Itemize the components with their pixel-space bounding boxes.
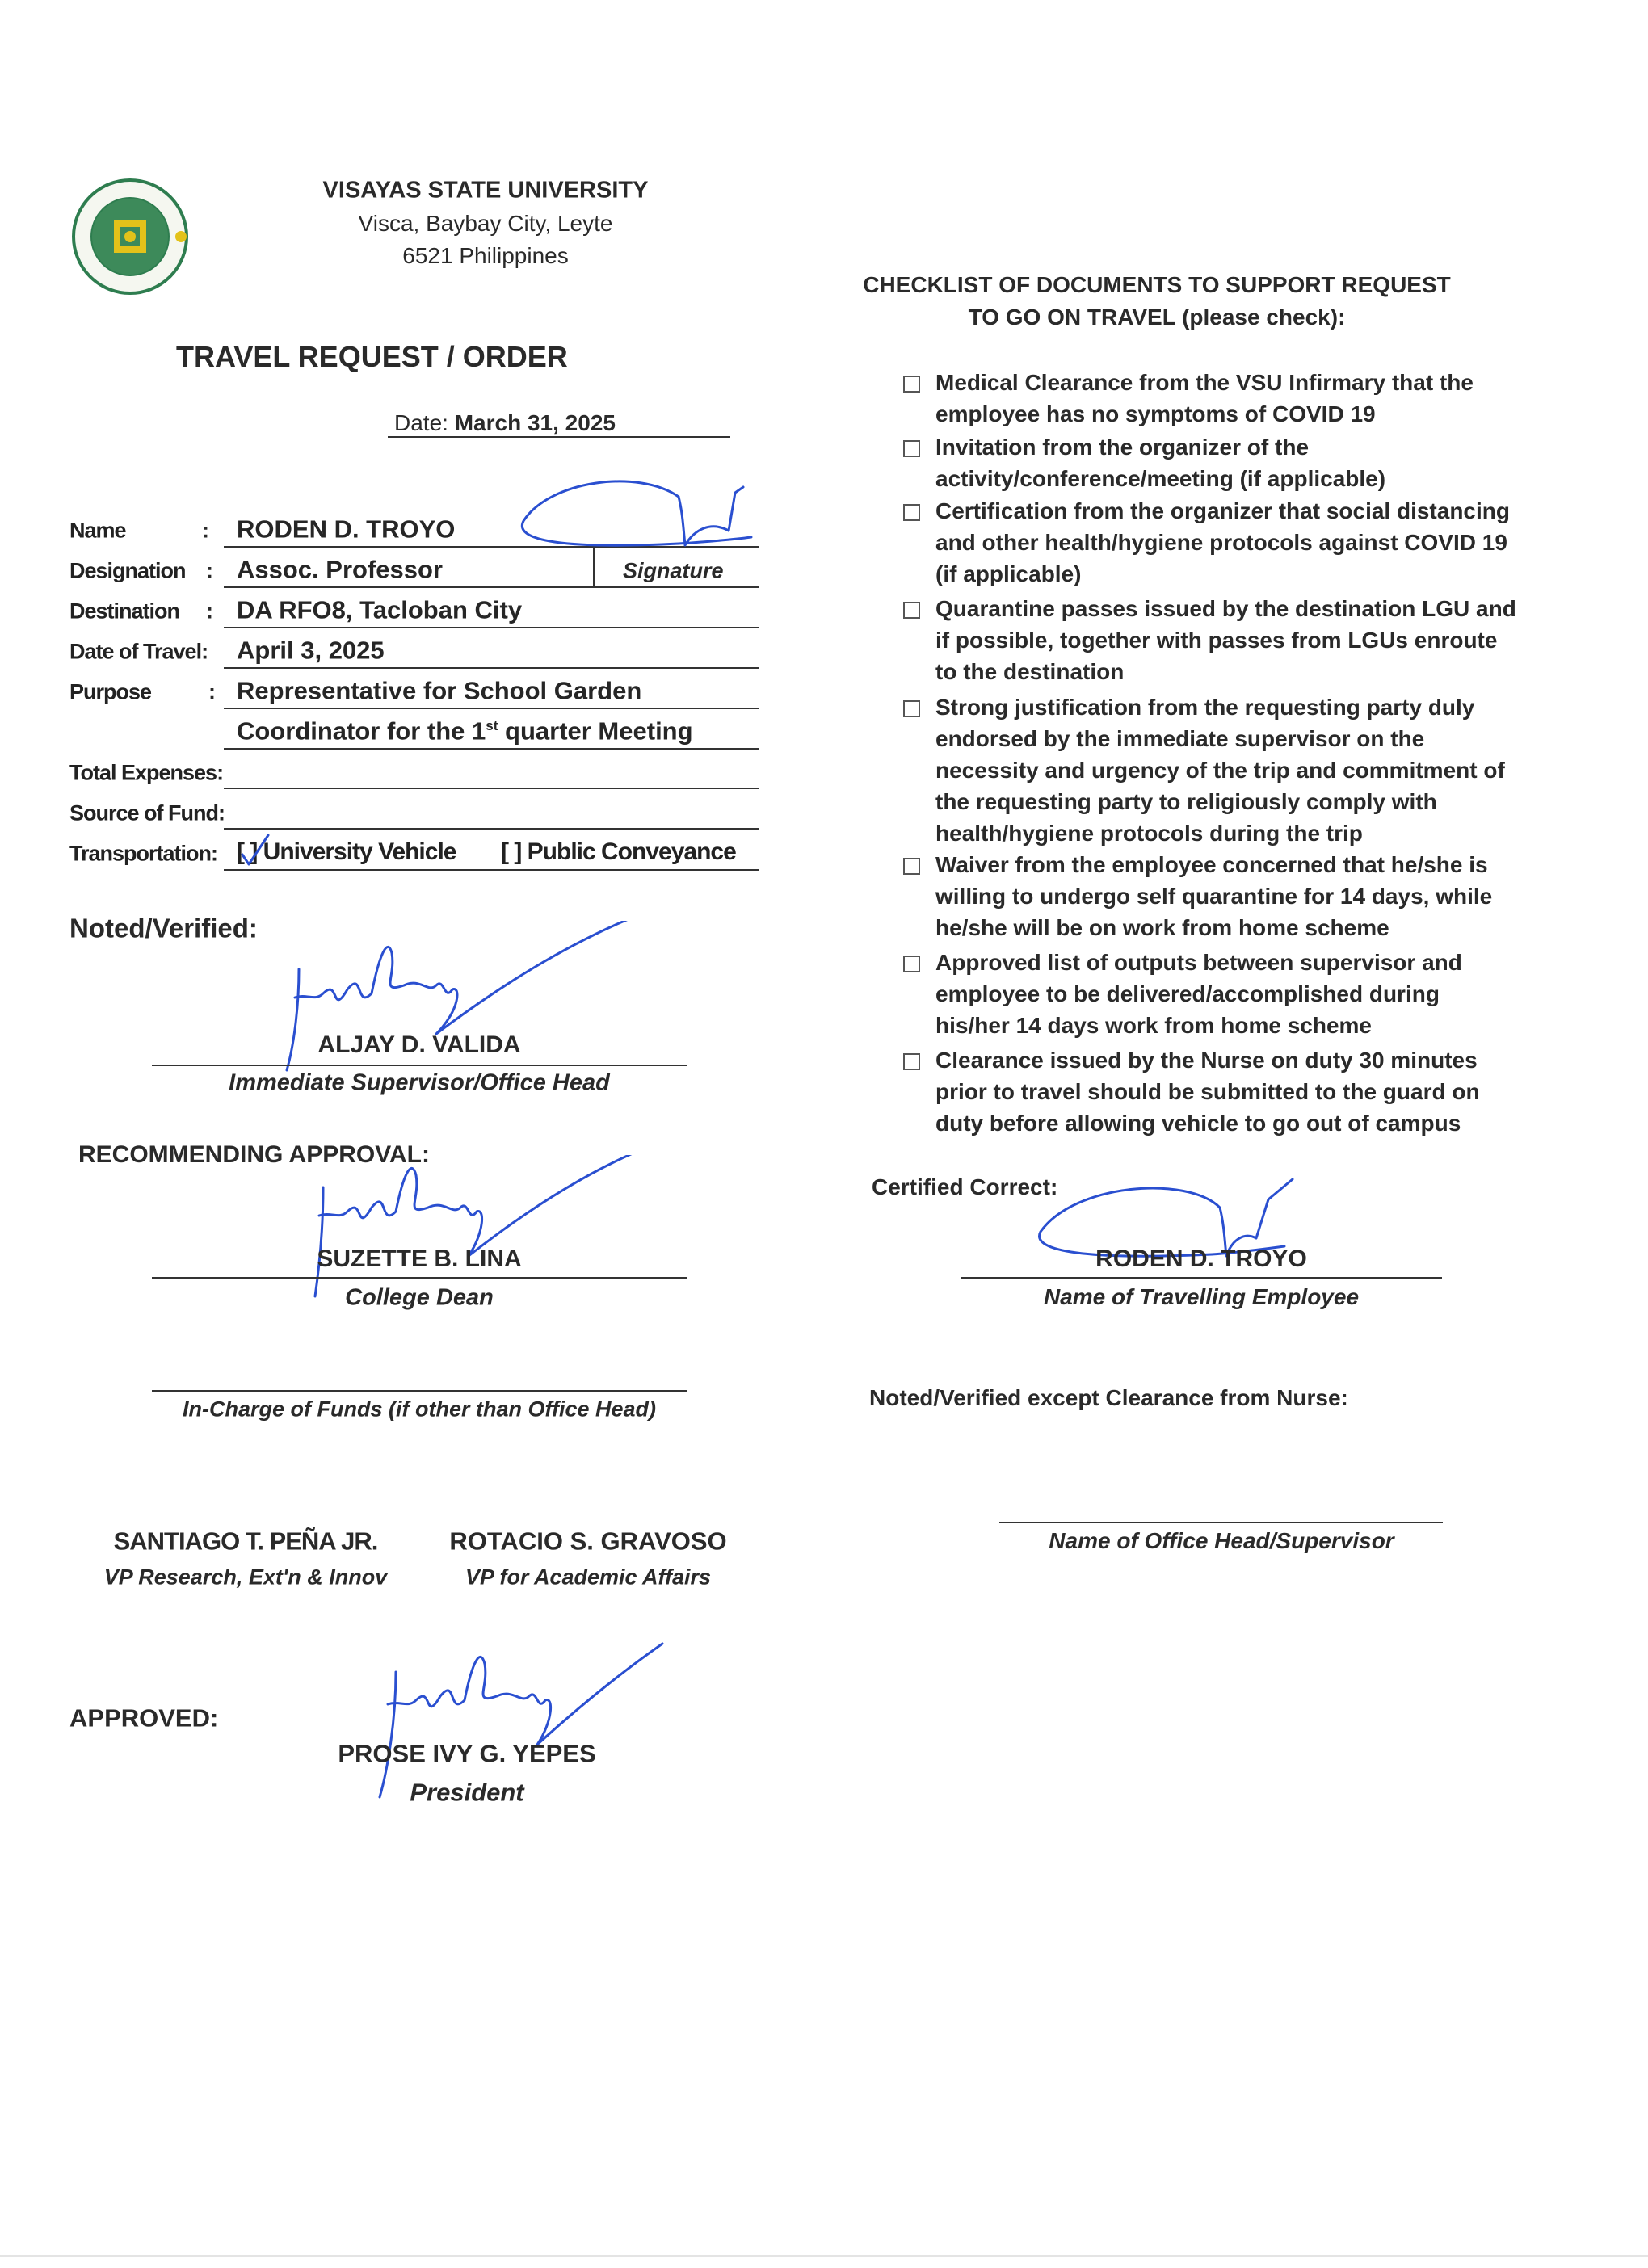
scan-edge [0, 2255, 1648, 2257]
approved-label: APPROVED: [69, 1703, 219, 1732]
name-underline [224, 546, 759, 548]
requester-signature [517, 472, 759, 561]
date-of-travel-underline [224, 667, 759, 669]
in-charge-title: In-Charge of Funds (if other than Office Head) [182, 1396, 657, 1422]
purpose-underline-2 [224, 748, 759, 750]
checklist-item-4: Quarantine passes issued by the destination LGU and if possible, together with passes from LGUs enroute to the destination [935, 596, 1516, 684]
checklist-checkbox-5[interactable] [903, 700, 920, 717]
date-value: March 31, 2025 [454, 410, 616, 435]
travelling-employee-name: RODEN D. TROYO [1095, 1245, 1307, 1272]
travelling-employee-title: Name of Travelling Employee [1043, 1284, 1360, 1309]
date-underline [388, 436, 730, 438]
designation-value: Assoc. Professor [237, 555, 443, 584]
total-expenses-field[interactable] [224, 788, 759, 789]
certified-correct-label: Certified Correct: [872, 1174, 1058, 1199]
date-of-travel-label: Date of Travel: [69, 639, 208, 664]
designation-label: Designation [69, 558, 186, 583]
destination-label: Destination [69, 598, 180, 624]
in-charge-signature-line[interactable] [152, 1390, 687, 1392]
checklist-checkbox-3[interactable] [903, 504, 920, 521]
public-conveyance-option[interactable] [501, 840, 736, 864]
destination-value: DA RFO8, Tacloban City [237, 595, 523, 624]
university-vehicle-label: University Vehicle [263, 838, 456, 865]
noted-verified-label: Noted/Verified: [69, 913, 258, 943]
purpose-line1: Representative for School Garden [237, 676, 642, 705]
university-vehicle-option[interactable] [237, 840, 456, 864]
checklist-checkbox-6[interactable] [903, 858, 920, 875]
purpose-line2-text: Coordinator for the 1 [237, 716, 486, 746]
university-vehicle-checkbox[interactable]: [ ] [237, 838, 258, 865]
supervisor-signature-line [152, 1065, 687, 1066]
source-of-fund-label: Source of Fund: [69, 800, 225, 825]
date-field [394, 412, 616, 435]
checklist-checkbox-2[interactable] [903, 440, 920, 457]
office-head-title: Name of Office Head/Supervisor [1049, 1528, 1394, 1553]
checklist-item-7: Approved list of outputs between supervisor and employee to be delivered/accomplished during his/her 14 days work from home scheme [935, 950, 1462, 1038]
name-label: Name [69, 518, 126, 543]
dean-name: SUZETTE B. LINA [317, 1245, 522, 1272]
vp-academic-title: VP for Academic Affairs [465, 1564, 712, 1590]
name-value: RODEN D. TROYO [237, 514, 456, 544]
vp-research-name: SANTIAGO T. PEÑA JR. [113, 1527, 378, 1556]
designation-colon: : [206, 558, 213, 583]
checklist-item-8: Clearance issued by the Nurse on duty 30 minutes prior to travel should be submitted to the guard on duty before allowing vehicle to go out of campus [935, 1048, 1480, 1136]
dean-signature-line [152, 1277, 687, 1279]
signature-label: Signature [623, 558, 724, 583]
purpose-ordinal-suffix: st [486, 718, 498, 734]
president-title: President [410, 1778, 524, 1807]
vp-research-title: VP Research, Ext'n & Innov [103, 1564, 388, 1590]
destination-underline [224, 627, 759, 628]
supervisor-name: ALJAY D. VALIDA [317, 1031, 521, 1058]
university-address-line1: Visca, Baybay City, Leyte [358, 211, 613, 236]
purpose-line2-rest: quarter Meeting [498, 716, 693, 746]
public-conveyance-checkbox[interactable]: [ ] [501, 838, 522, 865]
supervisor-title: Immediate Supervisor/Office Head [229, 1069, 610, 1096]
checklist-checkbox-1[interactable] [903, 376, 920, 393]
date-label: Date: [394, 410, 448, 435]
checklist-heading-line2: TO GO ON TRAVEL (please check): [968, 304, 1346, 330]
checklist-item-6: Waiver from the employee concerned that he/she is willing to undergo self quarantine for 14 days, while he/she will be on work from home scheme [935, 852, 1493, 940]
checklist-checkbox-7[interactable] [903, 956, 920, 972]
university-seal-logo [69, 176, 191, 297]
employee-signature-line [961, 1277, 1442, 1279]
office-head-signature-line[interactable] [999, 1522, 1443, 1523]
name-colon: : [202, 518, 209, 543]
checklist-item-1: Medical Clearance from the VSU Infirmary that the employee has no symptoms of COVID 19 [935, 370, 1474, 426]
checklist-checkbox-4[interactable] [903, 602, 920, 619]
destination-colon: : [206, 598, 213, 624]
purpose-underline-1 [224, 708, 759, 709]
dean-signature [299, 1155, 646, 1300]
dean-title: College Dean [345, 1284, 494, 1311]
recommending-approval-label: RECOMMENDING APPROVAL: [78, 1141, 430, 1168]
date-of-travel-value: April 3, 2025 [237, 636, 385, 665]
checklist-heading-line1: CHECKLIST OF DOCUMENTS TO SUPPORT REQUEST [863, 272, 1451, 297]
university-address-line2: 6521 Philippines [402, 243, 569, 268]
transportation-label: Transportation: [69, 841, 218, 866]
president-name: PROSE IVY G. YEPES [338, 1739, 596, 1768]
purpose-colon: : [208, 679, 216, 704]
public-conveyance-label: Public Conveyance [527, 838, 736, 865]
source-of-fund-field[interactable] [224, 828, 759, 830]
document-title: TRAVEL REQUEST / ORDER [176, 340, 568, 373]
checklist-item-5: Strong justification from the requesting party duly endorsed by the immediate supervisor on the necessity and urgency of the trip and commitment of the requesting party to religiously comply with health/hygiene protocols during the trip [935, 695, 1505, 846]
checklist-item-3: Certification from the organizer that social distancing and other health/hygiene protocols against COVID 19 (if applicable) [935, 498, 1510, 586]
total-expenses-label: Total Expenses: [69, 760, 224, 785]
purpose-label: Purpose [69, 679, 152, 704]
signature-divider [593, 546, 595, 586]
vp-academic-name: ROTACIO S. GRAVOSO [449, 1527, 727, 1556]
purpose-line2 [237, 716, 693, 746]
designation-underline [224, 586, 759, 588]
checklist-item-2: Invitation from the organizer of the activity/conference/meeting (if applicable) [935, 435, 1386, 491]
transportation-underline [224, 869, 759, 871]
noted-except-label: Noted/Verified except Clearance from Nurse: [869, 1385, 1348, 1410]
university-name: VISAYAS STATE UNIVERSITY [322, 177, 649, 204]
president-signature [364, 1640, 671, 1801]
checklist-checkbox-8[interactable] [903, 1053, 920, 1070]
